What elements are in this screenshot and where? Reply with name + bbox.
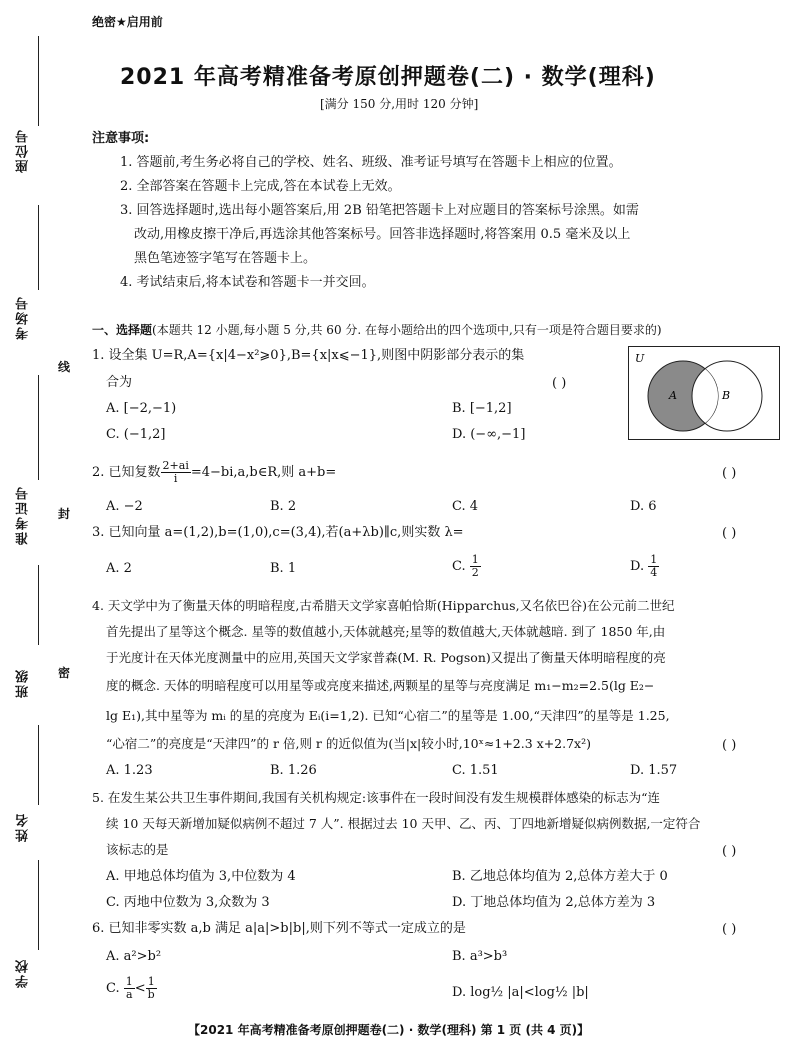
page-subtitle: [满分 150 分,用时 120 分钟] (320, 97, 479, 111)
section-desc: (本题共 12 小题,每小题 5 分,共 60 分. 在每小题给出的四个选项中,只有一项是符合题目要求的) (152, 323, 662, 337)
side-label-school: 学校 (16, 958, 31, 988)
q4-stem-line: 于光度计在天体光度测量中的应用,英国天文学家普森(M. R. Pogson)又提出了衡量天体明暗程度的亮 (106, 650, 666, 665)
venn-label-a: A (669, 389, 677, 402)
notice-item: 改动,用橡皮擦干净后,再选涂其他答案标号。回答非选择题时,将答案用 0.5 毫米及以上 (134, 227, 631, 242)
option-d-fraction (648, 554, 659, 579)
option-d: D. (−∞,−1] (452, 427, 526, 442)
option-a: A. 2 (106, 561, 132, 576)
option-b: B. 乙地总体均值为 2,总体方差大于 0 (452, 869, 668, 884)
q2-frac-num: 2+ai (162, 459, 189, 472)
section-heading (92, 324, 662, 336)
side-line (38, 375, 39, 480)
side-label-exam-room: 考场号 (16, 295, 31, 340)
page-footer: 【2021 年高考精准备考原创押题卷(二) · 数学(理科) 第 1 页 (共 4 页)】 (188, 1023, 590, 1037)
answer-paren: ( ) (722, 922, 737, 937)
frac-num: 1 (125, 975, 133, 988)
frac-num: 1 (471, 553, 479, 566)
answer-paren: ( ) (722, 466, 737, 481)
q2-frac-den: i (173, 472, 178, 486)
answer-paren: ( ) (722, 844, 737, 859)
q2-stem-pre: 2. 已知复数 (92, 465, 161, 481)
option-d: D. 丁地总体均值为 2,总体方差为 3 (452, 895, 656, 910)
option-c-fraction-2 (146, 976, 157, 1001)
notice-item: 2. 全部答案在答题卡上完成,答在本试卷上无效。 (120, 179, 401, 194)
side-line (38, 725, 39, 805)
frac-num: 1 (650, 553, 658, 566)
q1-stem: 合为 (106, 375, 133, 390)
q2-fraction (161, 460, 191, 485)
option-c: C. (−1,2] (106, 427, 166, 442)
secret-mark: 绝密★启用前 (92, 15, 163, 29)
option-c-label: C. (452, 559, 466, 575)
option-a: A. [−2,−1) (106, 401, 177, 416)
q5-stem-line: 5. 在发生某公共卫生事件期间,我国有关机构规定:该事件在一段时间没有发生规模群体感染的标志为“连 (92, 790, 660, 805)
side-line (38, 36, 39, 126)
seal-char-secret: 密 (58, 666, 71, 680)
answer-paren: ( ) (552, 376, 567, 391)
seal-char-line: 线 (58, 360, 71, 374)
page-title: 2021 年高考精准备考原创押题卷(二) · 数学(理科) (120, 65, 656, 90)
option-c: C. 1.51 (452, 763, 499, 778)
q2-stem-post: =4−bi,a,b∈R,则 a+b= (190, 465, 337, 481)
notice-item: 3. 回答选择题时,选出每小题答案后,用 2B 铅笔把答题卡上对应题目的答案标号涂黑。如需 (120, 203, 639, 218)
seal-char-seal: 封 (58, 507, 71, 521)
frac-den: 4 (650, 566, 658, 580)
option-c (106, 976, 157, 1001)
option-d (630, 554, 659, 579)
option-a: A. 甲地总体均值为 3,中位数为 4 (106, 869, 296, 884)
option-c-label: C. (106, 981, 120, 997)
frac-num: 1 (146, 976, 157, 989)
frac-den: a (125, 988, 133, 1002)
notice-item: 黑色笔迹签字笔写在答题卡上。 (134, 251, 317, 266)
q6-stem: 6. 已知非零实数 a,b 满足 a|a|>b|b|,则下列不等式一定成立的是 (92, 921, 466, 936)
notice-heading: 注意事项: (92, 131, 150, 146)
venn-diagram (628, 346, 780, 440)
venn-label-b: B (722, 389, 731, 402)
side-line (38, 565, 39, 645)
option-c: C. 4 (452, 499, 479, 514)
q4-stem-line: 首先提出了星等这个概念. 星等的数值越小,天体就越亮;星等的数值越大,天体就越暗. 到了 1850 年,由 (106, 624, 666, 639)
q1-stem: 1. 设全集 U=R,A={x|4−x²⩾0},B={x|x⩽−1},则图中阴影部分表示的集 (92, 348, 525, 363)
section-title: 一、选择题 (92, 323, 153, 337)
option-c-op: < (134, 981, 146, 997)
q2-stem (92, 460, 336, 485)
frac-den: b (147, 988, 155, 1002)
option-b: B. [−1,2] (452, 401, 512, 416)
q4-stem-line: 度的概念. 天体的明暗程度可以用星等或亮度来描述,两颗星的星等与亮度满足 m₁−m₂=2.5(lg E₂− (106, 678, 655, 693)
side-line (38, 860, 39, 950)
option-c: C. 丙地中位数为 3,众数为 3 (106, 895, 270, 910)
option-c (452, 554, 481, 579)
q3-stem: 3. 已知向量 a=(1,2),b=(1,0),c=(3,4),若(a+λb)∥c,则实数 λ= (92, 525, 464, 540)
option-b: B. 2 (270, 499, 297, 514)
answer-paren: ( ) (722, 738, 737, 753)
option-d: D. log½ |a|<log½ |b| (452, 985, 589, 1000)
side-label-class: 班级 (16, 668, 31, 698)
side-label-name: 姓名 (16, 812, 31, 842)
option-d-label: D. (630, 559, 645, 575)
option-a: A. −2 (106, 499, 143, 514)
option-d: D. 6 (630, 499, 657, 514)
notice-item: 1. 答题前,考生务必将自己的学校、姓名、班级、准考证号填写在答题卡上相应的位置。 (120, 155, 622, 170)
option-d: D. 1.57 (630, 763, 678, 778)
q4-stem-line: 4. 天文学中为了衡量天体的明暗程度,古希腊天文学家喜帕恰斯(Hipparchus,又名依巴谷)在公元前二世纪 (92, 598, 675, 613)
side-label-seat: 座位号 (16, 128, 31, 173)
option-b: B. a³>b³ (452, 949, 508, 964)
option-c-fraction-1 (124, 976, 135, 1001)
side-line (38, 205, 39, 290)
option-a: A. 1.23 (106, 763, 153, 778)
option-c-fraction (470, 554, 481, 579)
option-a: A. a²>b² (106, 949, 162, 964)
venn-label-u: U (635, 352, 645, 365)
frac-den: 2 (471, 566, 479, 580)
q4-stem-line: lg E₁),其中星等为 mᵢ 的星的亮度为 Eᵢ(i=1,2). 已知“心宿二”的星等是 1.00,“天津四”的星等是 1.25, (106, 708, 670, 723)
q5-stem-line: 续 10 天每天新增加疑似病例不超过 7 人”. 根据过去 10 天甲、乙、丙、丁四地新增疑似病例数据,一定符合 (106, 816, 701, 831)
answer-paren: ( ) (722, 526, 737, 541)
option-b: B. 1.26 (270, 763, 317, 778)
q5-stem-line: 该标志的是 (106, 842, 169, 857)
option-b: B. 1 (270, 561, 297, 576)
side-label-admission-no: 准考证号 (16, 485, 31, 545)
q4-stem-line: “心宿二”的亮度是“天津四”的 r 倍,则 r 的近似值为(当|x|较小时,10ˣ≈1+2.3 x+2.7x²) (106, 736, 591, 751)
notice-item: 4. 考试结束后,将本试卷和答题卡一并交回。 (120, 275, 375, 290)
